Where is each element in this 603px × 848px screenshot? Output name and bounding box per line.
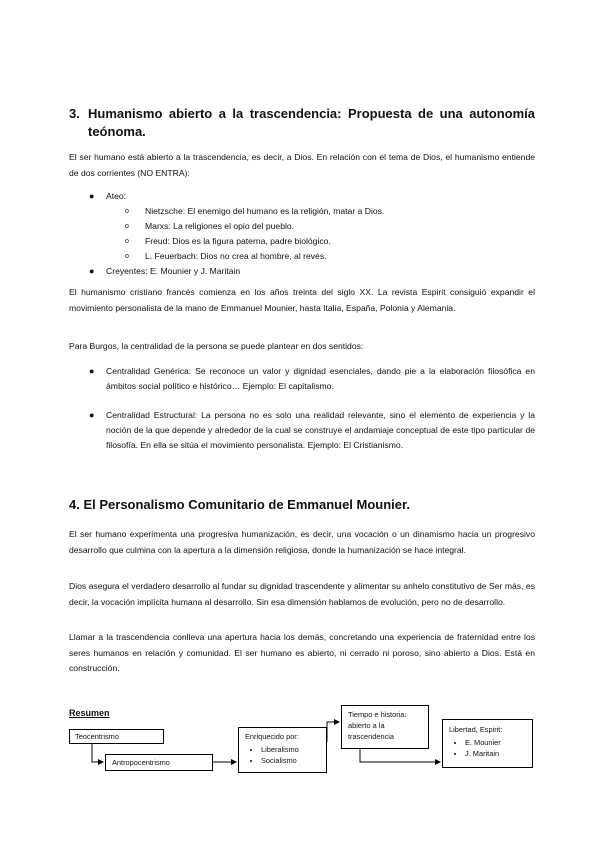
box-antropocentrismo: Antropocentrismo xyxy=(105,754,213,771)
bullet-dot-icon: ● xyxy=(89,366,95,376)
enriquecido-list: • Liberalismo • Socialismo xyxy=(245,744,320,766)
bullet-centralidad-generica: ● Centralidad Genérica: Se reconoce un valor y dignidad esenciales, dando pie a la elaboración filosófica en ámbitos social político e histórico… Ejemplo: El capitalismo. xyxy=(89,366,535,391)
section-3-paragraph-3: Para Burgos, la centralidad de la persona se puede plantear en dos sentidos: xyxy=(69,341,364,351)
section-3-number: 3. xyxy=(69,106,80,121)
section-3-intro: El ser humano está abierto a la trascendencia, es decir, a Dios. En relación con el tema de Dios, el humanismo entiende de dos corrientes (NO ENTRA): xyxy=(69,152,535,178)
sub-item-marx: o Marxs: La religiones el opio del pueblo. xyxy=(125,219,525,234)
bullet-centralidad-estructural: ● Centralidad Estructural: La persona no es solo una realidad relevante, sino el elemento de experiencia y la noción de la que depende y alrededor de la cual se construye el andamiaje conceptual de este tipo particular de filosofía. En ella se sitúa el movimiento personalista. Ejemplo: El Cristianismo. xyxy=(89,410,535,450)
section-3-paragraph-2: El humanismo cristiano francés comienza en los años treinta del siglo XX. La revista Espirit consiguió expandir el movimiento personalista de la mano de Emmanuel Mounier, hasta Italia, España, Polonia y Alemania. xyxy=(69,287,535,313)
section-4-title: El Personalismo Comunitario de Emmanuel Mounier. xyxy=(83,497,410,512)
sub-item-freud: o Freud: Dios es la figura paterna, padre biológico. xyxy=(125,234,525,249)
box-enriquecido: Enriquecido por: • Liberalismo • Socialismo xyxy=(238,727,327,773)
section-4-paragraph-1: El ser humano experimenta una progresiva humanización, es decir, una vocación o un dinamismo hacia un progresivo desarrollo que culmina con la apertura a la dimensión religiosa, donde la humanización se hace integral. xyxy=(69,529,535,555)
arrow-enriquecido-to-tiempo xyxy=(327,722,339,742)
arrow-teo-to-antropo xyxy=(92,744,103,762)
circle-bullet-icon: o xyxy=(125,208,129,215)
section-3-title: Humanismo abierto a la trascendencia: Propuesta de una autonomía teónoma. xyxy=(88,106,535,139)
box-libertad-espirit: Libertad, Espirit: • E. Mounier • J. Maritain xyxy=(442,719,533,768)
bullet-dot-icon: ● xyxy=(89,266,95,276)
section-4-paragraph-3: Llamar a la trascendencia conlleva una apertura hacia los demás, concretando una experiencia de fraternidad entre los seres humanos en relación y comunidad. El ser humano es abierto, ni cerrado ni poroso, sino abierto a Dios. Está en construcción. xyxy=(69,632,535,673)
box-teocentrismo: Teocentrismo xyxy=(69,729,164,744)
section-4-paragraph-2: Dios asegura el verdadero desarrollo al fundar su dignidad trascendente y alimentar su anhelo constitutivo de Ser más, es decir, la vocación implícita humana al desarrollo. Sin esa dimensión hablamos de evolución, pero no de desarrollo. xyxy=(69,581,535,607)
bullet-dot-icon: ● xyxy=(89,191,95,201)
box-tiempo-historia: Tiempo e historia: abierto a la trascendencia xyxy=(341,705,429,749)
circle-bullet-icon: o xyxy=(125,238,129,245)
bullet-creyentes-label: Creyentes: E. Mounier y J. Maritain xyxy=(106,266,241,276)
bullet-dot-icon: ● xyxy=(89,410,95,420)
bullet-ateo-label: Ateo: xyxy=(106,191,127,201)
arrow-tiempo-to-libertad xyxy=(360,749,440,762)
libertad-list: • E. Mounier • J. Maritain xyxy=(449,737,526,759)
sub-item-nietzsche: o Nietzsche: El enemigo del humano es la religión, matar a Dios. xyxy=(125,204,525,219)
circle-bullet-icon: o xyxy=(125,223,129,230)
section-4-number: 4. xyxy=(69,497,80,512)
sub-item-feuerbach: o L. Feuerbach: Dios no crea al hombre, al revés. xyxy=(125,249,525,264)
resumen-label: Resumen xyxy=(69,708,110,718)
circle-bullet-icon: o xyxy=(125,253,129,260)
